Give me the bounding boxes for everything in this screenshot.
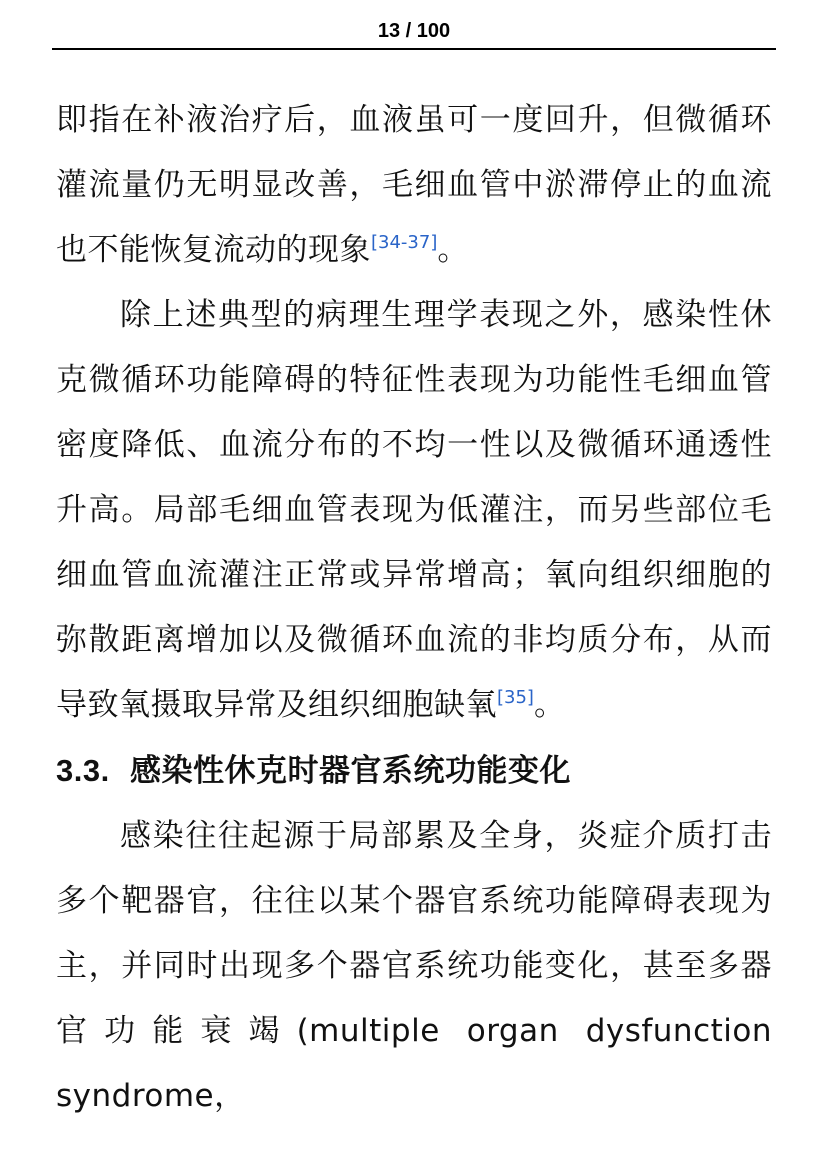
page-number: 13 / 100 [377, 20, 451, 42]
paragraph-2-text: 除上述典型的病理生理学表现之外，感染性休克微循环功能障碍的特征性表现为功能性毛细血管密度降低、血流分布的不均一性以及微循环通透性升高。局部毛细血管表现为低灌注，而另些部位毛细血管血流灌注正常或异常增高；氧向组织细胞的弥散距离增加以及微循环血流的非均质分布，从而导致氧摄取异常及组织细胞缺氧 [56, 297, 772, 723]
section-title: 感染性休克时器官系统功能变化 [130, 753, 571, 789]
citation-35[interactable]: [35] [497, 687, 534, 708]
paragraph-1-end: 。 [437, 232, 469, 268]
section-number: 3.3. [56, 753, 110, 788]
paragraph-3 [56, 804, 772, 1129]
paragraph-3-text: 感染往往起源于局部累及全身，炎症介质打击多个靶器官，往往以某个器官系统功能障碍表现为主，并同时出现多个器官系统功能变化，甚至多器官功能衰竭(multiple organ dysfunction syndrome， [56, 818, 772, 1114]
page-header [52, 14, 776, 50]
section-heading [56, 738, 772, 804]
paragraph-1 [56, 88, 772, 283]
paragraph-1-text: 即指在补液治疗后，血液虽可一度回升，但微循环灌流量仍无明显改善，毛细血管中淤滞停止的血流也不能恢复流动的现象 [56, 102, 772, 268]
citation-34-37[interactable]: [34-37] [371, 232, 438, 253]
paragraph-2-end: 。 [533, 687, 566, 723]
document-body [56, 88, 772, 1129]
paragraph-2 [56, 283, 772, 738]
